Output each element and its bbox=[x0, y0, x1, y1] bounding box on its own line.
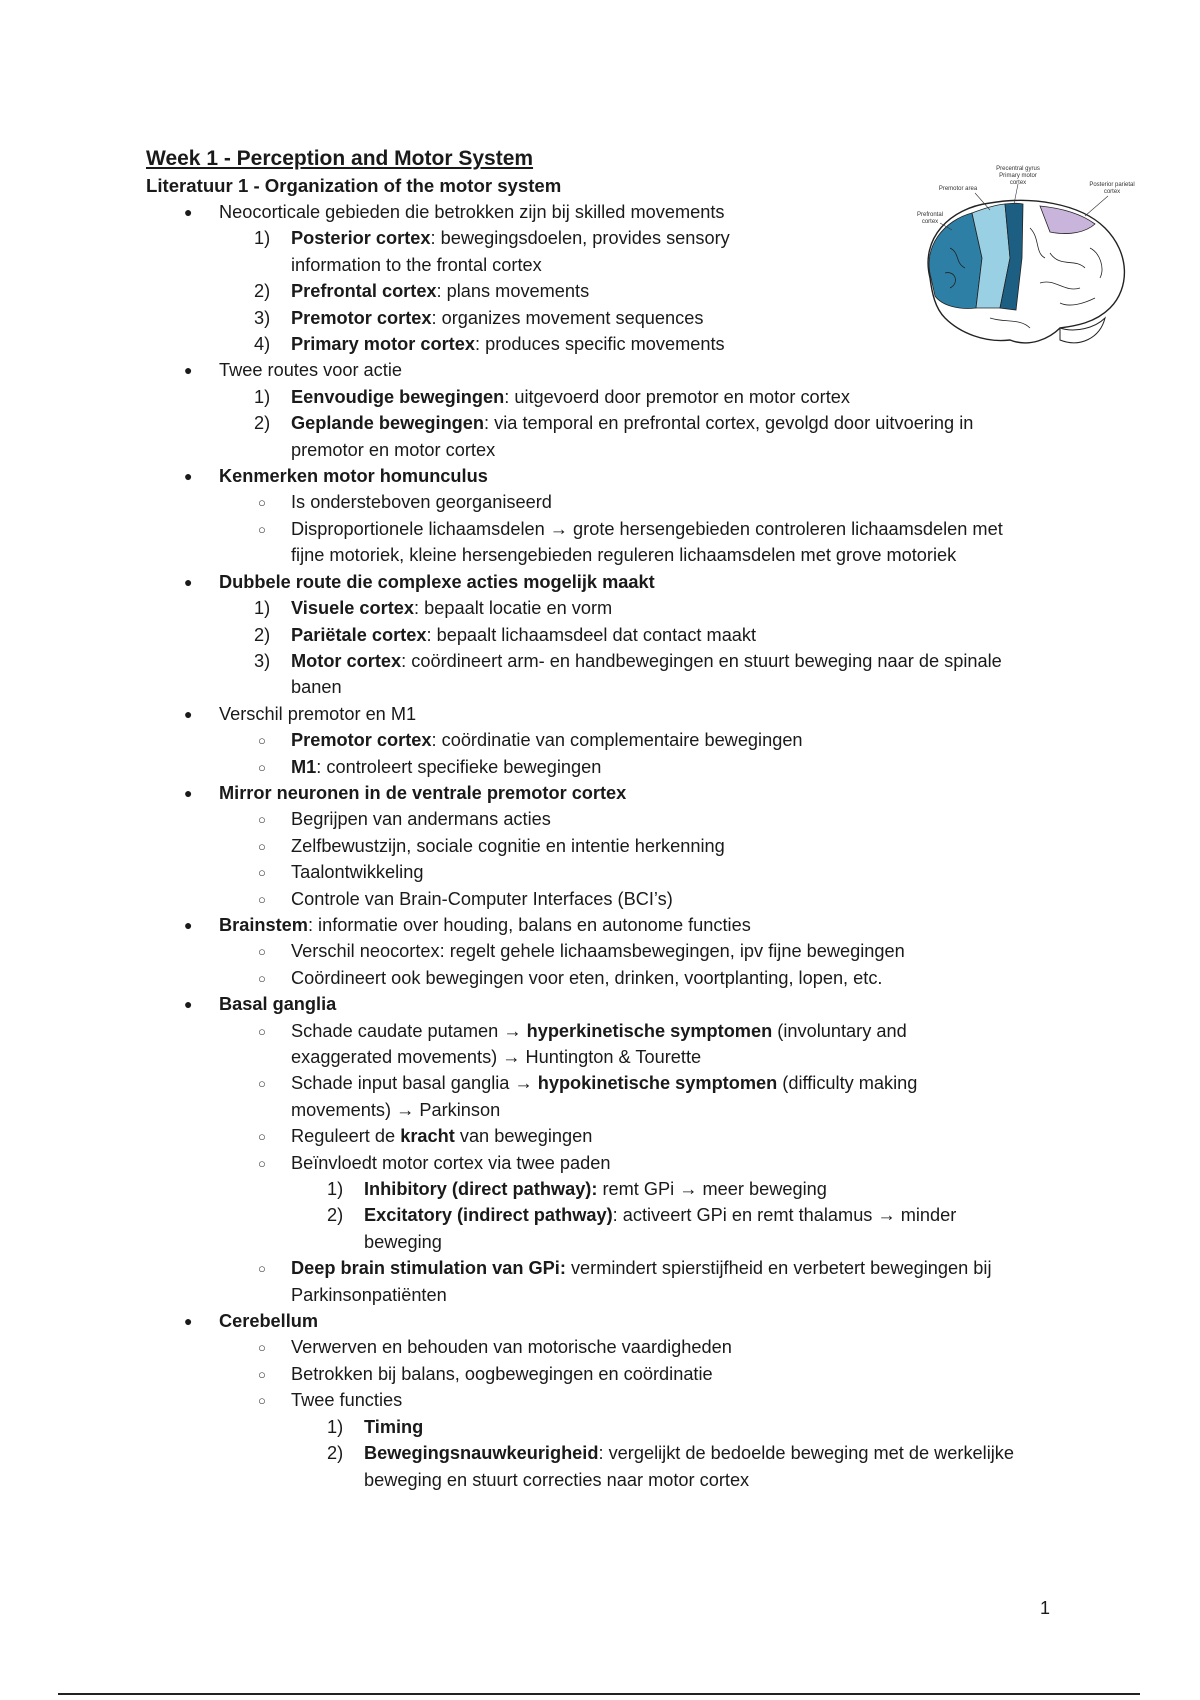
list-item: ● Brainstem: informatie over houding, balans en autonome functies bbox=[184, 914, 751, 935]
list-item: ○ Controle van Brain-Computer Interfaces (BCI’s) bbox=[258, 888, 673, 909]
list-item: ○ Premotor cortex: coördinatie van complementaire bewegingen bbox=[258, 730, 803, 751]
label-precentral-gyrus: Precentral gyrus bbox=[996, 166, 1040, 172]
list-item: 1) Inhibitory (direct pathway): remt GPi → meer beweging bbox=[327, 1179, 827, 1200]
list-item: 2) Geplande bewegingen: via temporal en prefrontal cortex, gevolgd door uitvoering in premotor en motor cortex bbox=[254, 413, 974, 460]
label-cortex-1: cortex bbox=[1009, 180, 1027, 186]
list-item: 1) Timing bbox=[327, 1416, 424, 1437]
page-title: Week 1 - Perception and Motor System bbox=[146, 147, 534, 170]
list-item: ● Kenmerken motor homunculus bbox=[184, 466, 488, 487]
list-item: 4) Primary motor cortex: produces specific movements bbox=[254, 334, 725, 355]
label-cortex-3: cortex bbox=[921, 219, 939, 225]
list-item: ○ Verwerven en behouden van motorische vaardigheden bbox=[258, 1337, 732, 1358]
list-item: ○ Coördineert ook bewegingen voor eten, drinken, voortplanting, lopen, etc. bbox=[258, 967, 883, 988]
list-item: 3) Premotor cortex: organizes movement sequences bbox=[254, 307, 704, 328]
section-subtitle: Literatuur 1 - Organization of the motor system bbox=[146, 175, 562, 196]
list-item: ○ Disproportionele lichaamsdelen → grote hersengebieden controleren lichaamsdelen met fijne motoriek, kleine hersengebieden reguleren lichaamsdelen met grove motoriek bbox=[258, 518, 1003, 566]
list-item: ○ Beïnvloedt motor cortex via twee paden bbox=[258, 1152, 611, 1173]
list-item: ○ Verschil neocortex: regelt gehele lichaamsbewegingen, ipv fijne bewegingen bbox=[258, 941, 905, 962]
list-item: ○ Reguleert de kracht van bewegingen bbox=[258, 1126, 593, 1147]
list-item: ● Verschil premotor en M1 bbox=[184, 703, 417, 724]
list-item: ○ Zelfbewustzijn, sociale cognitie en intentie herkenning bbox=[258, 835, 725, 856]
list-item: ● Neocorticale gebieden die betrokken zijn bij skilled movements bbox=[184, 202, 725, 222]
list-item: 1) Visuele cortex: bepaalt locatie en vorm bbox=[254, 598, 613, 619]
list-item: 1) Eenvoudige bewegingen: uitgevoerd door premotor en motor cortex bbox=[254, 386, 850, 407]
list-item: ○ Is ondersteboven georganiseerd bbox=[258, 492, 552, 513]
list-item: ● Cerebellum bbox=[184, 1311, 319, 1332]
label-prefrontal: Prefrontal bbox=[916, 212, 944, 218]
list-item: ○ Betrokken bij balans, oogbewegingen en coördinatie bbox=[258, 1363, 713, 1384]
list-item: 2) Prefrontal cortex: plans movements bbox=[254, 281, 590, 302]
list-item: ○ M1: controleert specifieke bewegingen bbox=[258, 756, 602, 777]
label-primary-motor: Primary motor bbox=[999, 173, 1037, 179]
label-posterior-parietal: Posterior parietal bbox=[1089, 182, 1135, 188]
page-number: 1 bbox=[1040, 1598, 1051, 1618]
list-item: 2) Excitatory (indirect pathway): activeert GPi en remt thalamus → minder beweging bbox=[327, 1205, 957, 1252]
list-item: ○ Schade input basal ganglia → hypokinetische symptomen (difficulty making movements) → Parkinson bbox=[258, 1073, 918, 1120]
list-item: ● Basal ganglia bbox=[184, 994, 337, 1015]
list-item: ○ Deep brain stimulation van GPi: vermindert spierstijfheid en verbetert bewegingen bij Parkinsonpatiënten bbox=[258, 1258, 992, 1305]
list-item: 2) Bewegingsnauwkeurigheid: vergelijkt de bedoelde beweging met de werkelijke beweging en stuurt correcties naar motor cortex bbox=[327, 1443, 1014, 1490]
list-item: ○ Begrijpen van andermans acties bbox=[258, 809, 551, 830]
list-item: ○ Twee functies bbox=[258, 1390, 403, 1411]
footer-divider bbox=[58, 1693, 1140, 1695]
notes-content bbox=[146, 145, 1066, 1493]
list-item: ● Twee routes voor actie bbox=[184, 360, 402, 381]
list-item: ● Mirror neuronen in de ventrale premotor cortex bbox=[184, 782, 627, 803]
list-item: ○ Schade caudate putamen → hyperkinetische symptomen (involuntary and exaggerated movements) → Huntington & Tourette bbox=[258, 1020, 907, 1067]
label-cortex-2: cortex bbox=[1103, 189, 1121, 195]
list-item: 3) Motor cortex: coördineert arm- en handbewegingen en stuurt beweging naar de spinale banen bbox=[254, 650, 1002, 698]
label-premotor-area: Premotor area bbox=[938, 186, 978, 192]
notes-list bbox=[146, 199, 1066, 1493]
list-item: 2) Pariëtale cortex: bepaalt lichaamsdeel dat contact maakt bbox=[254, 624, 757, 645]
list-item: ○ Taalontwikkeling bbox=[258, 862, 424, 883]
list-item: ● Dubbele route die complexe acties mogelijk maakt bbox=[184, 571, 655, 592]
list-item: 1) Posterior cortex: bewegingsdoelen, provides sensory information to the frontal cortex bbox=[254, 228, 730, 275]
